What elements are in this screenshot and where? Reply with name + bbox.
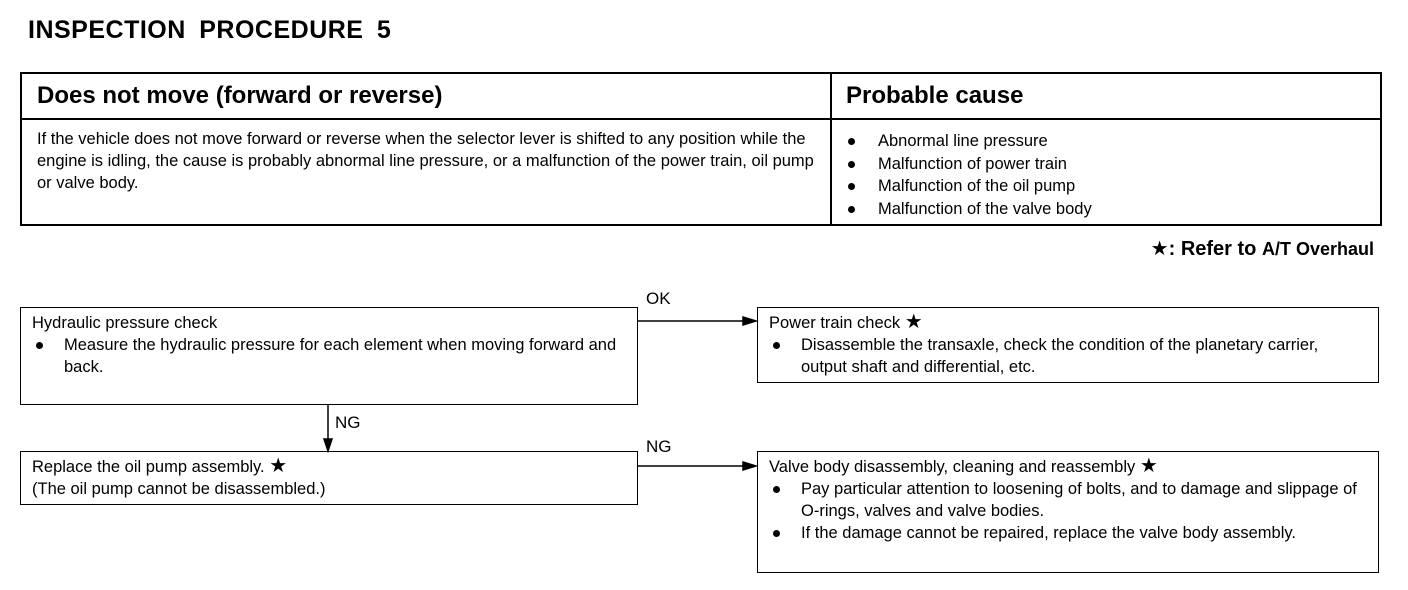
star-icon: ★ (1139, 455, 1158, 477)
valve-body-heading: Valve body disassembly, cleaning and reassembly (769, 458, 1136, 476)
ng-down-arrow-head (324, 439, 332, 451)
oil-pump-note: (The oil pump cannot be disassembled.) (32, 480, 326, 498)
hydraulic-check-heading: Hydraulic pressure check (32, 314, 218, 332)
bullet-icon (773, 530, 780, 537)
probable-cause-header: Probable cause (846, 82, 1024, 109)
step-text: If the damage cannot be repaired, replace the valve body assembly. (801, 524, 1296, 542)
legend-text: : Refer to (1168, 238, 1257, 260)
star-icon: ★ (904, 311, 923, 333)
bullet-icon (773, 342, 780, 349)
power-train-heading: Power train check (769, 314, 901, 332)
hydraulic-check-step (32, 334, 627, 378)
legend-reference: A/T Overhaul (1261, 239, 1374, 259)
star-icon: ★ (269, 455, 288, 477)
valve-body-box (757, 451, 1379, 573)
valve-body-step (769, 522, 1368, 544)
page-title: INSPECTION PROCEDURE 5 (28, 16, 392, 44)
oil-pump-heading: Replace the oil pump assembly. (32, 458, 265, 476)
valve-body-step (769, 478, 1368, 522)
power-train-check-box (757, 307, 1379, 383)
step-text: Disassemble the transaxle, check the condition of the planetary carrier, output shaft and differential, etc. (801, 336, 1319, 376)
ng-right-arrow-head (743, 462, 756, 470)
symptom-header: Does not move (forward or reverse) (37, 82, 443, 109)
ok-arrow-head (743, 317, 756, 325)
ng-down-label: NG (335, 413, 361, 432)
star-icon: ★ (1150, 238, 1169, 260)
cause-text: Malfunction of the valve body (878, 199, 1092, 218)
power-train-step (769, 334, 1368, 378)
oil-pump-replace-box (20, 451, 638, 505)
step-text: Measure the hydraulic pressure for each element when moving forward and back. (64, 336, 617, 376)
bullet-icon (773, 486, 780, 493)
cause-text: Malfunction of power train (878, 154, 1067, 173)
bullet-icon (36, 342, 43, 349)
cause-text: Malfunction of the oil pump (878, 177, 1076, 195)
symptom-description: If the vehicle does not move forward or reverse when the selector lever is shifted to any position while the engine is idling, the cause is probably abnormal line pressure, or a malfunction of the power train, oil pump or valve body. (37, 130, 814, 192)
step-text: Pay particular attention to loosening of bolts, and to damage and slippage of O-rings, valves and valve bodies. (801, 480, 1357, 520)
ok-label: OK (646, 289, 671, 308)
ng-right-label: NG (646, 437, 672, 456)
cause-text: Abnormal line pressure (878, 132, 1048, 150)
hydraulic-pressure-check-box (20, 307, 638, 405)
